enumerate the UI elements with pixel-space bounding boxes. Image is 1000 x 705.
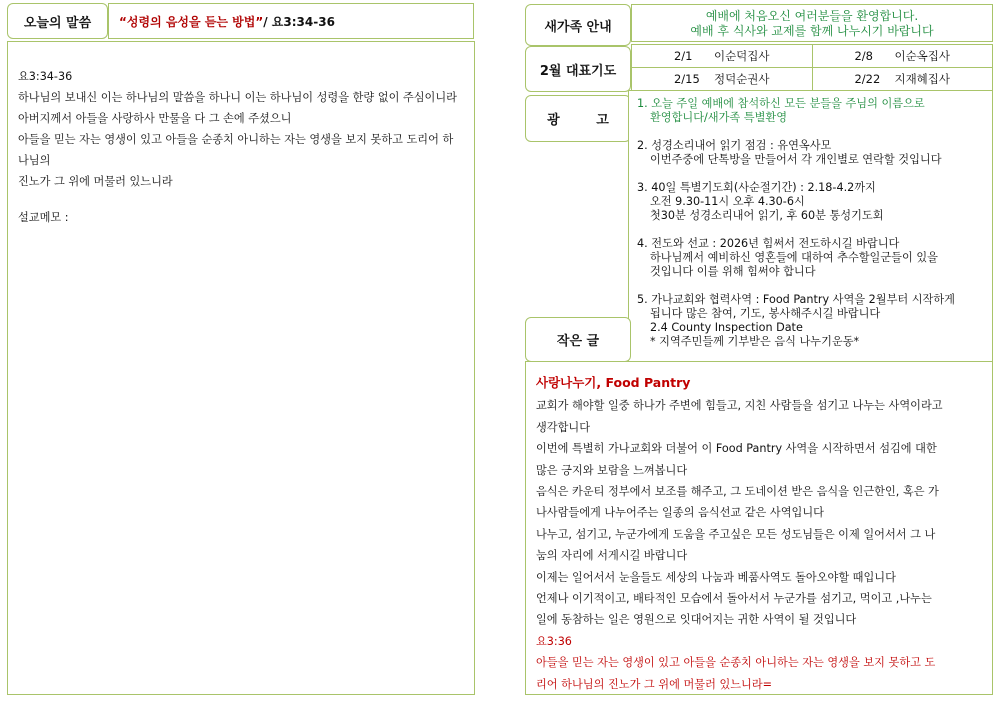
announcement-line: 2.4 County Inspection Date bbox=[650, 321, 803, 334]
announcement-line: 5. 가나교회와 협력사역 : Food Pantry 사역을 2월부터 시작하게 bbox=[637, 293, 955, 306]
announcements-label-text: 광 고 bbox=[547, 113, 625, 128]
table-row bbox=[632, 45, 993, 68]
essay-verse-reference: 요3:36 bbox=[536, 634, 572, 648]
scripture-line: 아들을 믿는 자는 영생이 있고 아들을 순종치 아니하는 자는 영생을 보지 못하고 도리어 하나님의 bbox=[18, 133, 454, 167]
prayer-date: 2/22 bbox=[854, 72, 881, 86]
essay-line: 이번에 특별히 가나교회와 더불어 이 Food Pantry 사역을 시작하면서 섬김에 대한 bbox=[536, 442, 937, 456]
prayer-label bbox=[525, 46, 631, 92]
announcement-line: 4. 전도와 선교 : 2026년 힘써서 전도하시길 바랍니다 bbox=[637, 237, 900, 250]
essay-line: 이제는 일어서서 눈을들도 세상의 나눔과 베품사역도 돌아오야할 때입니다 bbox=[536, 570, 896, 584]
announcement-line: 1. 오늘 주일 예배에 참석하신 모든 분들을 주님의 이름으로 bbox=[637, 97, 925, 110]
announcement-item bbox=[637, 97, 982, 125]
announcement-line: 첫30분 성경소리내어 읽기, 후 60분 통성기도회 bbox=[650, 209, 884, 222]
announcement-line: 됩니다 많은 참여, 기도, 봉사해주시길 바랍니다 bbox=[650, 307, 881, 320]
welcome-message bbox=[631, 4, 993, 42]
welcome-line: 예배에 처음오신 여러분들을 환영합니다. bbox=[705, 9, 919, 23]
essay-line: 많은 긍지와 보람을 느껴봅니다 bbox=[536, 463, 688, 477]
prayer-cell bbox=[812, 68, 993, 91]
prayer-name: 지재혜집사 bbox=[894, 72, 951, 86]
essay-verse-line: 리어 하나님의 진노가 그 위에 머물러 있느니라= bbox=[536, 677, 773, 691]
essay-label bbox=[525, 317, 631, 362]
sermon-reference: / 요3:34-36 bbox=[263, 14, 335, 29]
welcome-line: 예배 후 식사와 교제를 함께 나누시기 바랍니다 bbox=[690, 24, 934, 38]
prayer-name: 정덕순권사 bbox=[713, 72, 770, 86]
prayer-label-text: 2월 대표기도 bbox=[539, 63, 617, 79]
announcement-item bbox=[637, 293, 982, 349]
newcomer-label bbox=[525, 4, 631, 46]
essay-line: 교회가 해야할 일중 하나가 주변에 힘들고, 지친 사람들을 섬기고 나누는 사역이라고 bbox=[536, 399, 943, 413]
scripture-line: 진노가 그 위에 머물러 있느니라 bbox=[18, 175, 173, 188]
announcement-line: 환영합니다/새가족 특별환영 bbox=[650, 111, 788, 124]
todays-word-label bbox=[7, 3, 108, 39]
prayer-cell bbox=[632, 68, 813, 91]
sermon-title-box bbox=[108, 3, 474, 39]
prayer-name: 이순옥집사 bbox=[894, 49, 951, 63]
announcement-line: * 지역주민들께 기부받은 음식 나누기운동* bbox=[650, 335, 860, 348]
scripture-line: 아버지께서 아들을 사랑하사 만물을 다 그 손에 주셨으니 bbox=[18, 112, 292, 125]
essay-line: 눔의 자리에 서게시길 바랍니다 bbox=[536, 549, 688, 563]
announcement-line: 하나님께서 예비하신 영혼들에 대하여 추수할일군들이 있을 bbox=[650, 251, 938, 264]
prayer-cell bbox=[632, 45, 813, 68]
essay-verse-line: 아들을 믿는 자는 영생이 있고 아들을 순종치 아니하는 자는 영생을 보지 못하고 도 bbox=[536, 656, 936, 670]
essay-line: 생각합니다 bbox=[536, 420, 591, 434]
announcement-line: 것입니다 이를 위해 힘써야 합니다 bbox=[650, 265, 816, 278]
essay-title: 사랑나누기, Food Pantry bbox=[536, 375, 691, 390]
todays-word-label-text: 오늘의 말씀 bbox=[23, 15, 92, 31]
announcements-label bbox=[525, 95, 631, 142]
newcomer-label-text: 새가족 안내 bbox=[544, 19, 612, 35]
announcement-line: 3. 40일 특별기도회(사순절기간) : 2.18-4.2까지 bbox=[637, 181, 876, 194]
scripture-panel bbox=[7, 41, 475, 695]
sermon-memo-label: 설교메모 : bbox=[18, 211, 69, 224]
sermon-title: “성령의 음성을 듣는 방법” bbox=[119, 14, 264, 29]
essay-line: 나사람들에게 나누어주는 일종의 음식선교 같은 사역입니다 bbox=[536, 506, 824, 520]
announcement-item bbox=[637, 237, 982, 279]
prayer-schedule-table bbox=[631, 44, 993, 91]
essay-line: 일에 동참하는 일은 영원으로 잇대어지는 귀한 사역이 될 것입니다 bbox=[536, 613, 857, 627]
announcements-panel bbox=[628, 90, 993, 362]
announcement-item bbox=[637, 139, 982, 167]
table-row bbox=[632, 68, 993, 91]
scripture-line: 하나님의 보내신 이는 하나님의 말씀을 하나니 이는 하나님이 성령을 한량 없이 주심이니라 bbox=[18, 91, 457, 104]
announcement-line: 오전 9.30-11시 오후 4.30-6시 bbox=[650, 195, 805, 208]
scripture-reference: 요3:34-36 bbox=[18, 70, 73, 83]
essay-line: 음식은 카운티 정부에서 보조를 해주고, 그 도네이션 받은 음식을 인근한인, 혹은 가 bbox=[536, 485, 939, 499]
essay-line: 나누고, 섬기고, 누군가에게 도움을 주고싶은 모든 성도님들은 이제 일어서서 그 나 bbox=[536, 527, 936, 541]
essay-line: 언제나 이기적이고, 배타적인 모습에서 돌아서서 누군가를 섬기고, 먹이고 ,나누는 bbox=[536, 592, 932, 606]
announcement-item bbox=[637, 181, 982, 223]
prayer-date: 2/15 bbox=[673, 72, 700, 86]
prayer-cell bbox=[812, 45, 993, 68]
announcement-line: 이번주중에 단톡방을 만들어서 각 개인별로 연락할 것입니다 bbox=[650, 153, 942, 166]
essay-label-text: 작은 글 bbox=[556, 334, 600, 349]
announcement-line: 2. 성경소리내어 읽기 점검 : 유연옥사모 bbox=[637, 139, 832, 152]
essay-panel bbox=[525, 361, 993, 695]
prayer-date: 2/8 bbox=[854, 49, 873, 63]
prayer-date: 2/1 bbox=[673, 49, 693, 63]
prayer-name: 이순덕집사 bbox=[713, 49, 770, 63]
